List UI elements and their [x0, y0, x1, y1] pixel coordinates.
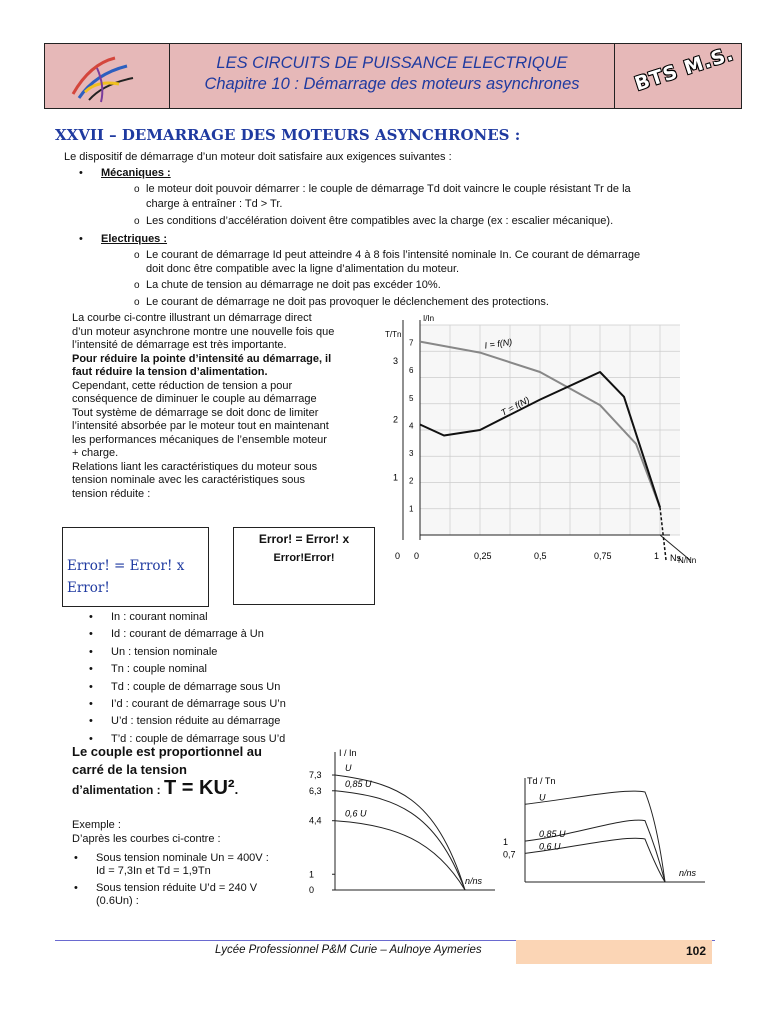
series-line: [335, 821, 465, 890]
mechanical-heading: [101, 167, 171, 181]
y-label: Td / Tn: [527, 776, 556, 786]
footer-school: Lycée Professionnel P&M Curie – Aulnoye Aymeries: [215, 944, 482, 956]
y-tick-label: 1: [503, 837, 509, 848]
startup-chart: [385, 314, 715, 565]
x-label: N/Nn: [678, 556, 697, 565]
page-header: [44, 43, 742, 109]
x-tick-label: 0,25: [474, 551, 492, 561]
desc-line: d’un moteur asynchrone montre une nouvelle fois que: [72, 325, 335, 338]
series-label: 0,6 U: [539, 841, 561, 852]
y-left-tick-label: 1: [393, 472, 399, 483]
y-right-tick-label: 6: [409, 366, 414, 376]
header-title-block: [170, 44, 615, 108]
legend-item: • T’d : couple de démarrage sous U’d: [111, 731, 286, 748]
example-item-1-line2: Id = 7,3In et Td = 1,9Tn: [96, 865, 211, 877]
torque-chart: [495, 770, 710, 900]
formula-2-line2: Error!Error!: [273, 552, 335, 564]
legend-item: • I’d : courant de démarrage sous U’n: [111, 696, 286, 713]
desc-line: l’intensité absorbée par le moteur tout en maintenant: [72, 420, 329, 432]
desc-bold-line: faut réduire la tension d’alimentation.: [72, 366, 268, 378]
series-label: T = f(N): [499, 394, 532, 418]
legend-item: • U’d : tension réduite au démarrage: [111, 713, 286, 730]
desc-line: tension réduite :: [72, 487, 151, 500]
formula-1-line2: Error!: [67, 580, 110, 596]
electrical-item-2: o La chute de tension au démarrage ne doit pas excéder 10%.: [146, 279, 441, 293]
x-tick-label: Ns: [670, 553, 681, 563]
x-tick-label: 1: [654, 551, 660, 561]
desc-line: La courbe ci-contre illustrant un démarrage direct: [72, 312, 312, 324]
electrical-item-3: o Le courant de démarrage ne doit pas provoquer le déclenchement des protections.: [146, 296, 549, 310]
example-label: Exemple :: [72, 819, 121, 831]
desc-line: conséquence de diminuer le couple au démarrage: [72, 393, 317, 405]
electrical-heading: [101, 233, 167, 247]
y-right-tick-label: 7: [409, 338, 414, 348]
torque-line: carré de la tension: [72, 762, 187, 777]
electrical-label: Electriques :: [101, 233, 168, 245]
x-tick-label: 0: [414, 551, 420, 561]
torque-prefix: d’alimentation :: [72, 783, 165, 797]
header-title: LES CIRCUITS DE PUISSANCE ELECTRIQUE: [216, 54, 568, 72]
section-heading: XXVII – DEMARRAGE DES MOTEURS ASYNCHRONES :: [55, 126, 521, 144]
desc-line: les performances mécaniques de l’ensemble moteur: [72, 433, 327, 446]
bts-badge: [615, 44, 741, 108]
legend-item: • In : courant nominal: [111, 609, 286, 626]
school-logo: [45, 44, 170, 108]
y-right-tick-label: 4: [409, 421, 414, 431]
formula-box-current: [62, 527, 209, 607]
y-label-left: T/Tn: [385, 330, 402, 339]
x-label: n/ns: [465, 876, 483, 886]
legend-item: • Id : courant de démarrage à Un: [111, 626, 286, 643]
y-tick-label: 6,3: [309, 785, 322, 796]
electrical-item-1-cont: doit donc être compatible avec la ligne d’alimentation du moteur.: [146, 263, 460, 275]
y-tick-label: 7,3: [309, 770, 322, 781]
example-block: [72, 818, 221, 846]
mechanical-label: Mécaniques :: [101, 167, 171, 179]
origin-label: 0: [395, 551, 401, 561]
example-item-2: [96, 882, 257, 908]
y-right-tick-label: 3: [409, 449, 414, 459]
formula-2-line1: Error! = Error! x: [258, 532, 350, 546]
logo-icon: [45, 44, 169, 108]
series-line: [335, 775, 465, 890]
torque-formula: T = KU²: [164, 777, 235, 799]
torque-suffix: .: [234, 782, 239, 797]
legend-item: • Tn : couple nominal: [111, 661, 286, 678]
series-label: 0,85 U: [539, 829, 566, 840]
legend-list: [111, 609, 286, 748]
y-tick-label: 0,7: [503, 849, 516, 860]
series-label: 0,85 U: [345, 778, 372, 789]
y-left-tick-label: 2: [393, 414, 399, 425]
example-item-2-line2: (0.6Un) :: [96, 895, 139, 907]
torque-statement: [72, 743, 262, 799]
formula-1-line1: Error! = Error! x: [67, 558, 185, 574]
desc-bold-line: Pour réduire la pointe d’intensité au démarrage, il: [72, 352, 332, 365]
mechanical-item-2: o Les conditions d’accélération doivent être compatibles avec la charge (ex : escalier mécanique).: [146, 215, 613, 229]
example-text: D’après les courbes ci-contre :: [72, 833, 221, 845]
intro-text: Le dispositif de démarrage d’un moteur doit satisfaire aux exigences suivantes :: [64, 151, 452, 163]
y-label: I / In: [339, 748, 357, 758]
legend-item: • Un : tension nominale: [111, 644, 286, 661]
mechanical-item-1-cont: charge à entraîner : Td > Tr.: [146, 198, 283, 210]
desc-line: Tout système de démarrage se doit donc de limiter: [72, 406, 319, 419]
example-item-1: [96, 852, 269, 878]
y-right-tick-label: 2: [409, 476, 414, 486]
legend-item: • Td : couple de démarrage sous Un: [111, 679, 286, 696]
example-item-2-line1: • Sous tension réduite U’d = 240 V: [96, 882, 258, 894]
desc-line: tension nominale avec les caractéristiques sous: [72, 474, 305, 486]
x-label: n/ns: [679, 868, 697, 878]
y-right-tick-label: 5: [409, 393, 414, 403]
formula-box-torque: [233, 527, 375, 605]
y-label-right: I/In: [423, 314, 435, 323]
series-label: 0,6 U: [345, 808, 367, 819]
y-right-tick-label: 1: [409, 504, 414, 514]
series-label: U: [345, 763, 352, 774]
series-label: U: [539, 792, 546, 803]
bts-badge-text: BTS M.S.: [632, 42, 737, 96]
y-tick-label: 4,4: [309, 815, 322, 826]
torque-line: Le couple est proportionnel au: [72, 744, 262, 759]
current-chart: [305, 742, 505, 902]
page-number: 102: [516, 940, 712, 964]
x-tick-label: 0,5: [534, 551, 547, 561]
example-item-1-line1: • Sous tension nominale Un = 400V :: [96, 852, 269, 864]
desc-line: Relations liant les caractéristiques du moteur sous: [72, 460, 318, 473]
y-tick-label: 1: [309, 869, 315, 880]
y-tick-label: 0: [309, 885, 315, 895]
desc-line: l’intensité de démarrage est très importante.: [72, 339, 287, 351]
header-subtitle: Chapitre 10 : Démarrage des moteurs asynchrones: [204, 75, 580, 93]
desc-line: + charge.: [72, 447, 119, 459]
mechanical-item-1: o le moteur doit pouvoir démarrer : le couple de démarrage Td doit vaincre le couple résistant Tr de la: [146, 183, 631, 197]
y-left-tick-label: 3: [393, 356, 399, 366]
x-tick-label: 0,75: [594, 551, 612, 561]
desc-line: Cependant, cette réduction de tension a pour: [72, 379, 293, 392]
electrical-item-1: o Le courant de démarrage Id peut atteindre 4 à 8 fois l’intensité nominale In. Ce courant de démarrage: [146, 249, 640, 263]
description-block: [72, 312, 374, 501]
series-line: [335, 791, 465, 890]
series-label: I = f(N): [483, 336, 513, 351]
